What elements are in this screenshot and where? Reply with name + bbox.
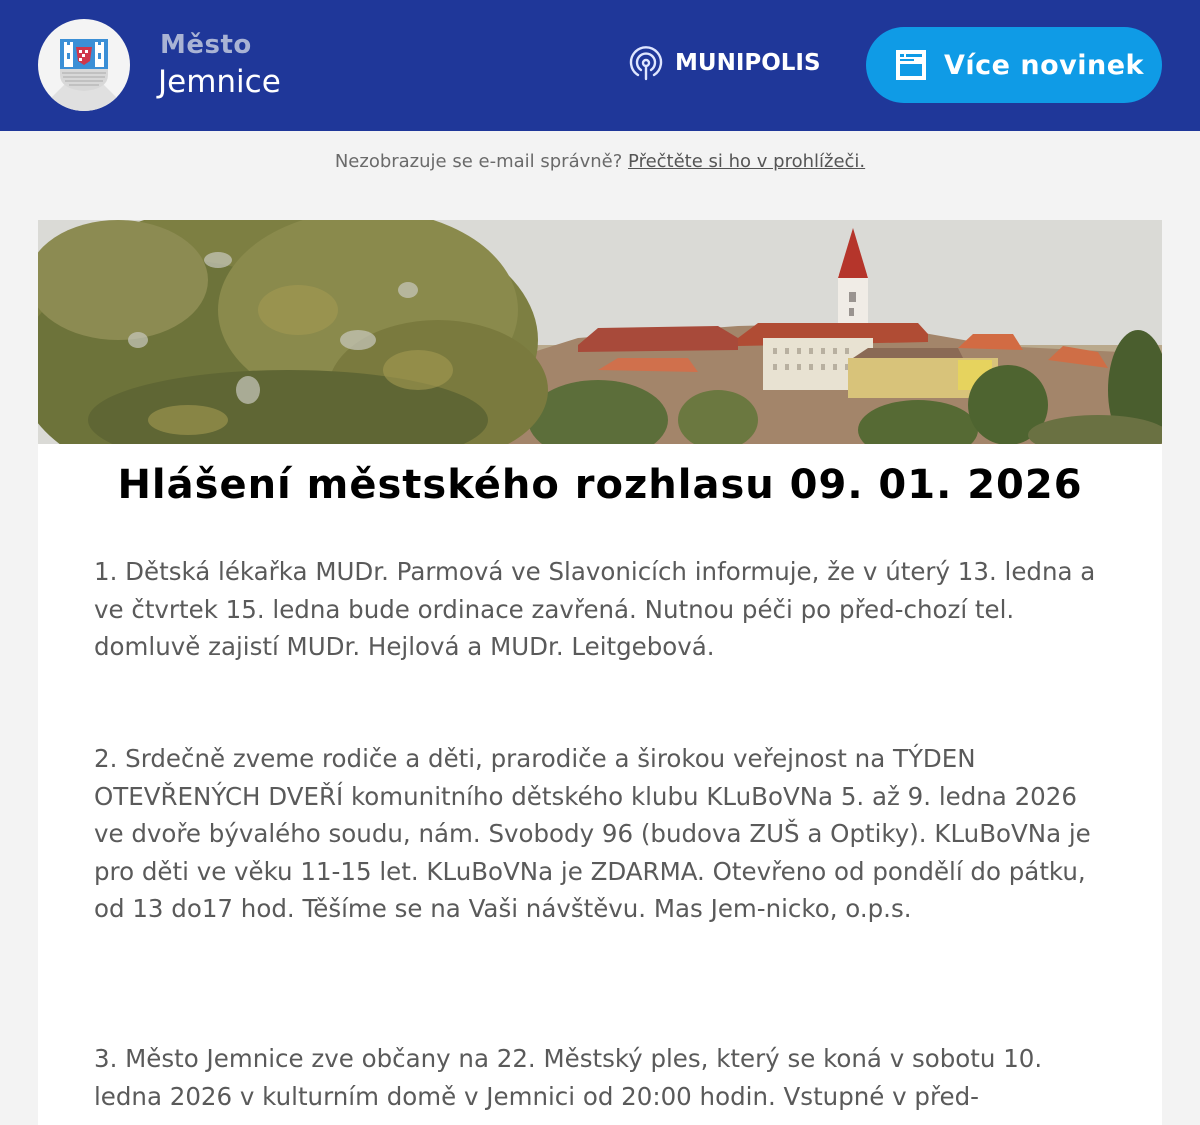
more-news-label: Více novinek <box>944 49 1144 81</box>
article-title: Hlášení městského rozhlasu 09. 01. 2026 <box>117 462 1083 508</box>
coat-of-arms-icon <box>60 39 108 91</box>
munipolis-label: MUNIPOLIS <box>675 50 821 76</box>
logo[interactable] <box>38 19 130 111</box>
view-in-browser-notice <box>0 151 1200 172</box>
newspaper-icon <box>896 50 926 80</box>
article-card <box>38 220 1162 1125</box>
header-bar <box>0 0 1200 131</box>
brand-town-label: Město <box>160 30 252 60</box>
town-panorama-image <box>38 220 1162 444</box>
announcement-paragraph-3: 3. Město Jemnice zve občany na 22. Městský ples, který se koná v sobotu 10. ledna 2026 v kulturním domě v Jemnici od 20:00 hodin. Vstupné v před- <box>94 1044 1043 1111</box>
notice-text: Nezobrazuje se e-mail správně? <box>334 151 623 172</box>
announcement-paragraph-1: 1. Dětská lékařka MUDr. Parmová ve Slavonicích informuje, že v úterý 13. ledna a ve čtvrtek 15. ledna bude ordinace zavřená. Nutnou péči po před-chozí tel. domluvě zajistí MUDr. Hejlová a MUDr. Leitgebová. <box>94 557 1096 661</box>
banner-image <box>38 220 1162 444</box>
more-news-button[interactable] <box>866 27 1162 103</box>
view-in-browser-link[interactable]: Přečtěte si ho v prohlížeči. <box>628 151 866 172</box>
broadcast-icon <box>627 44 665 82</box>
brand-town-name: Jemnice <box>158 64 281 100</box>
announcement-paragraph-2: 2. Srdečně zveme rodiče a děti, prarodiče a širokou veřejnost na TÝDEN OTEVŘENÝCH DVEŘÍ komunitního dětského klubu KLuBoVNa 5. až 9. ledna 2026 ve dvoře bývalého soudu, nám. Svobody 96 (budova ZUŠ a Optiky). KLuBoVNa je pro děti ve věku 11-15 let. KLuBoVNa je ZDARMA. Otevřeno od pondělí do pátku, od 13 do17 hod. Těšíme se na Vaši návštěvu. Mas Jem-nicko, o.p.s. <box>94 744 1091 923</box>
munipolis-logo[interactable] <box>627 44 821 82</box>
